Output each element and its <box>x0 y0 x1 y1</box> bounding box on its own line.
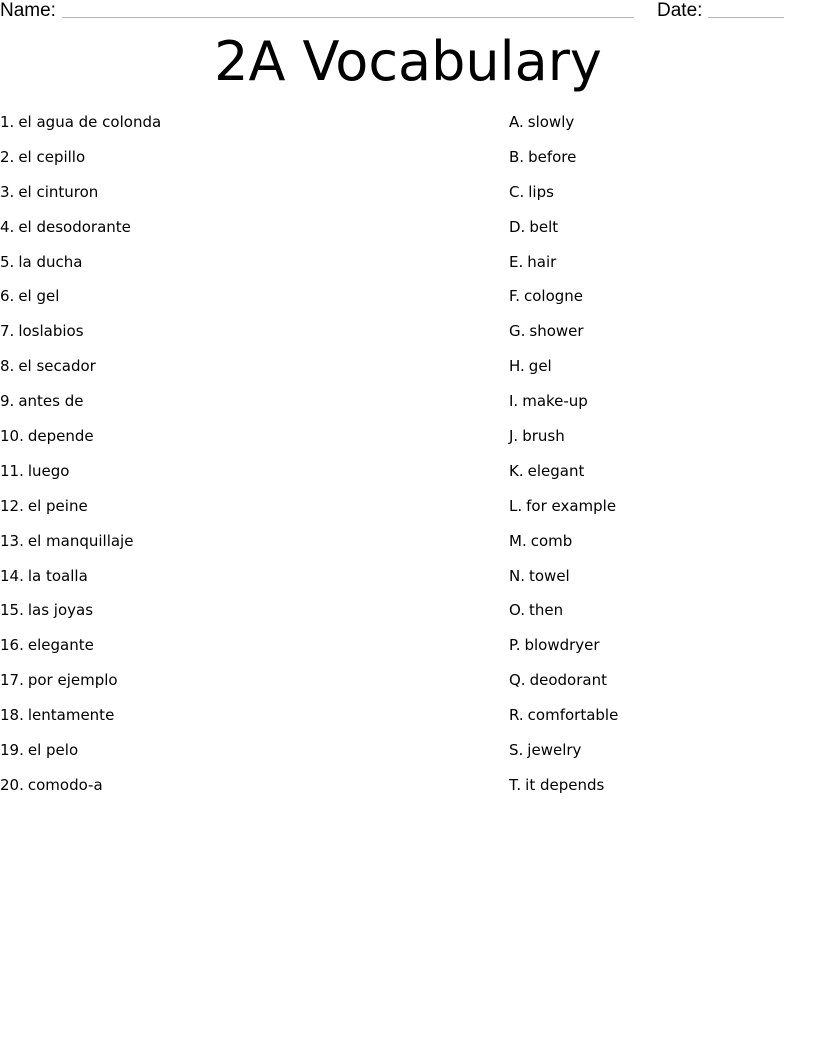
definition-item-number: T. <box>509 775 522 794</box>
definitions-list <box>509 110 809 808</box>
definition-item-number: P. <box>509 636 521 655</box>
term-item <box>0 215 480 250</box>
term-item-number: 17. <box>0 671 24 690</box>
term-item-text: el gel <box>18 287 60 306</box>
term-item <box>0 389 480 424</box>
definition-item <box>509 354 809 389</box>
definition-item <box>509 215 809 250</box>
definition-item <box>509 668 809 703</box>
definition-item <box>509 180 809 215</box>
term-item-number: 16. <box>0 636 24 655</box>
definition-item-text: elegant <box>527 461 585 480</box>
definition-item-number: D. <box>509 217 526 236</box>
date-blank-line <box>708 17 784 18</box>
definition-item <box>509 598 809 633</box>
term-item-number: 9. <box>0 392 15 411</box>
name-blank-line <box>62 17 634 18</box>
term-item <box>0 494 480 529</box>
term-item <box>0 668 480 703</box>
term-item <box>0 564 480 599</box>
definition-item <box>509 145 809 180</box>
definition-item-number: M. <box>509 531 527 550</box>
definition-item-text: deodorant <box>529 671 607 690</box>
term-item-text: el agua de colonda <box>18 113 162 131</box>
definition-item-number: K. <box>509 461 524 480</box>
term-item-number: 7. <box>0 322 15 341</box>
definition-item-number: C. <box>509 182 525 201</box>
term-item-number: 2. <box>0 147 15 166</box>
definition-item-text: belt <box>529 217 559 236</box>
term-item-text: el cepillo <box>18 147 86 166</box>
term-item-number: 1. <box>0 113 15 131</box>
definition-item <box>509 250 809 285</box>
definition-item-text: slowly <box>527 113 575 131</box>
term-item-text: la ducha <box>18 252 83 271</box>
definition-item-text: hair <box>527 252 557 271</box>
definition-item-text: gel <box>528 357 552 376</box>
definition-item-number: N. <box>509 566 525 585</box>
definition-item <box>509 459 809 494</box>
term-item-number: 10. <box>0 427 24 446</box>
term-item-number: 12. <box>0 496 24 515</box>
definition-item-number: F. <box>509 287 520 306</box>
term-item-number: 6. <box>0 287 15 306</box>
term-item <box>0 354 480 389</box>
definition-item <box>509 319 809 354</box>
definition-item <box>509 633 809 668</box>
definition-item <box>509 389 809 424</box>
definition-item-text: it depends <box>525 775 605 794</box>
definition-item <box>509 564 809 599</box>
page-title: 2A Vocabulary <box>214 30 602 93</box>
term-item <box>0 424 480 459</box>
definition-item <box>509 494 809 529</box>
definition-item <box>509 424 809 459</box>
term-item <box>0 180 480 215</box>
name-label: Name: <box>0 0 56 21</box>
definition-item-number: L. <box>509 496 523 515</box>
term-item-number: 13. <box>0 531 24 550</box>
definition-item-text: shower <box>529 322 584 341</box>
definition-item-number: H. <box>509 357 525 376</box>
definition-item <box>509 738 809 773</box>
term-item-text: el peine <box>27 496 88 515</box>
definition-item-text: jewelry <box>527 741 582 760</box>
definition-item-text: then <box>528 601 564 620</box>
term-item-text: el desodorante <box>18 217 131 236</box>
term-item-number: 19. <box>0 741 24 760</box>
definition-item <box>509 529 809 564</box>
term-item-text: la toalla <box>27 566 88 585</box>
term-item-number: 4. <box>0 217 15 236</box>
term-item <box>0 633 480 668</box>
terms-list <box>0 110 480 808</box>
definition-item <box>509 110 809 145</box>
definition-item-text: towel <box>529 566 570 585</box>
term-item-text: el cinturon <box>18 182 99 201</box>
date-label: Date: <box>657 0 703 21</box>
term-item-text: loslabios <box>18 322 84 341</box>
term-item <box>0 459 480 494</box>
definition-item-number: R. <box>509 706 524 725</box>
term-item <box>0 773 480 808</box>
definition-item <box>509 773 809 808</box>
definition-item <box>509 703 809 738</box>
term-item-text: luego <box>27 461 70 480</box>
definition-item-number: A. <box>509 113 524 131</box>
definition-item-number: E. <box>509 252 524 271</box>
term-item-number: 8. <box>0 357 15 376</box>
definition-item-text: brush <box>522 427 565 446</box>
term-item-text: las joyas <box>27 601 94 620</box>
term-item-number: 18. <box>0 706 24 725</box>
term-item-text: el manquillaje <box>27 531 134 550</box>
definition-item-number: Q. <box>509 671 526 690</box>
term-item-text: elegante <box>27 636 94 655</box>
term-item-number: 11. <box>0 461 24 480</box>
term-item-number: 3. <box>0 182 15 201</box>
term-item <box>0 529 480 564</box>
definition-item-number: J. <box>509 427 519 446</box>
term-item <box>0 250 480 285</box>
term-item-number: 14. <box>0 566 24 585</box>
term-item <box>0 703 480 738</box>
definition-item-number: O. <box>509 601 525 620</box>
definition-item-text: comb <box>530 531 573 550</box>
term-item-text: el pelo <box>27 741 79 760</box>
term-item <box>0 110 480 145</box>
term-item-text: antes de <box>18 392 84 411</box>
definition-item-text: before <box>528 147 577 166</box>
term-item <box>0 319 480 354</box>
term-item-number: 5. <box>0 252 15 271</box>
definition-item-number: S. <box>509 741 524 760</box>
term-item <box>0 598 480 633</box>
definition-item-text: cologne <box>524 287 584 306</box>
definition-item-text: comfortable <box>527 706 619 725</box>
term-item <box>0 284 480 319</box>
term-item-text: el secador <box>18 357 96 376</box>
term-item <box>0 738 480 773</box>
definition-item-text: blowdryer <box>524 636 600 655</box>
definition-item-number: B. <box>509 147 525 166</box>
term-item-text: lentamente <box>27 706 115 725</box>
term-item-number: 15. <box>0 601 24 620</box>
term-item <box>0 145 480 180</box>
definition-item-text: make-up <box>522 392 588 411</box>
definition-item-number: I. <box>509 392 519 411</box>
term-item-text: depende <box>27 427 94 446</box>
term-item-number: 20. <box>0 775 24 794</box>
term-item-text: por ejemplo <box>27 671 118 690</box>
definition-item-text: lips <box>528 182 554 201</box>
worksheet-header <box>0 0 816 24</box>
term-item-text: comodo-a <box>27 775 103 794</box>
definition-item-text: for example <box>526 496 617 515</box>
definition-item <box>509 284 809 319</box>
definition-item-number: G. <box>509 322 526 341</box>
